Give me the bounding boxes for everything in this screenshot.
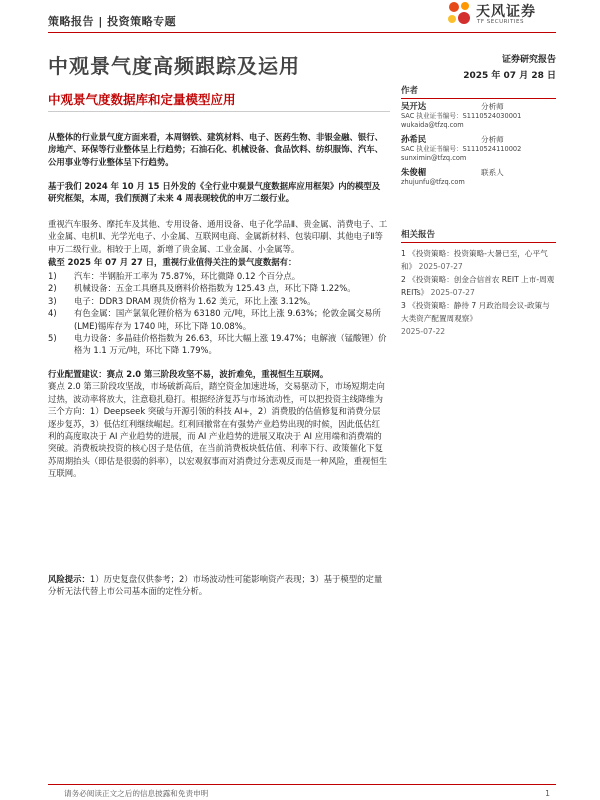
authors-divider	[401, 98, 556, 99]
risk-paragraph	[48, 573, 388, 598]
footer-disclaimer: 请务必阅读正文之后的信息披露和免责申明	[64, 789, 209, 798]
logo-en-text: TF SECURITIES	[477, 19, 524, 25]
logo-mark-icon	[446, 0, 474, 28]
allocation-text: 赛点 2.0 第三阶段攻坚战，市场破新高后，踏空资金加速进场，交易驱动下，市场短期走向过热，波动率将放大，注意稳扎稳打。根据经济复苏与市场流动性，可以把投资主线降维为三个方向：1）Deepseek 突破与开源引领的科技 AI+，2）消费股的估值修复和消费分层逐步复苏，3）低估红利继续崛起。红利回撤常在有强势产业趋势出现的时候，因此低估红利的高度取决于 AI 产业趋势的进展，而 AI 产业趋势的进展又取决于 AI 应用端和消费端的突破。消费板块投资的核心因子是估值，在当前消费板块低估值、利率下行、政策催化下复苏周期抬头（即估是很弱的斜率），以宏观叙事而对消费过分悲观反而是一种风险，重视恒生互联网。	[48, 381, 388, 479]
related-report-title: 3 《投资策略：静待 7 月政治局会议-政策与大类资产配置周观察》	[401, 301, 550, 323]
authors-section	[401, 84, 556, 99]
related-report-item[interactable]	[401, 299, 556, 338]
author-name: 吴开达	[401, 101, 427, 111]
author-card	[401, 166, 556, 192]
related-report-date: 2025-07-27	[430, 288, 475, 297]
summary-paragraph	[48, 131, 388, 168]
list-item: 3) 电子：DDR3 DRAM 现货价格为 1.62 美元，环比上涨 3.12%。	[48, 295, 316, 306]
footer-divider	[48, 784, 556, 785]
list-item: 4) 有色金属：国产氯氧化锂价格为 63180 元/吨，环比上涨 9.63%；伦敦金属交易所(LME)锡库存为 1740 吨，环比下降 10.08%。	[48, 308, 381, 331]
data-list	[48, 270, 388, 357]
data-list-intro-text: 截至 2025 年 07 月 27 日，重视行业值得关注的景气度数据有：	[48, 257, 297, 267]
logo-cn-text: 天风证券	[476, 4, 536, 20]
industries-text: 重视汽车服务、摩托车及其他、专用设备、通用设备、电子化学品Ⅱ、贵金属、消费电子、工业金属、电机Ⅱ、光学光电子、小金属、互联网电商、金属新材料、包装印刷、其他电子Ⅱ等申万二级行业。相较于上周，新增了贵金属、工业金属、小金属等。	[48, 219, 388, 254]
list-item: 5) 电力设备：多晶硅价格指数为 26.63，环比大幅上涨 19.47%；电解液（锰酸锂）价格为 1.1 万元/吨，环比下降 1.79%。	[48, 333, 387, 356]
header-divider	[48, 32, 556, 33]
author-role: 联系人	[481, 168, 504, 177]
related-report-item[interactable]	[401, 273, 556, 299]
author-card	[401, 133, 556, 169]
related-divider	[401, 242, 556, 243]
author-card	[401, 100, 556, 136]
subtitle-divider	[48, 111, 390, 112]
authors-header: 作者	[401, 86, 419, 96]
report-date: 2025 年 07 月 28 日	[463, 71, 556, 81]
related-report-date: 2025-07-27	[418, 262, 463, 271]
related-report-item[interactable]	[401, 247, 556, 273]
author-role: 分析师	[481, 135, 504, 144]
related-report-title: 2 《投资策略：创金合信首农 REIT 上市-周观 REITs》	[401, 275, 555, 297]
allocation-title: 行业配置建议：赛点 2.0 第三阶段攻坚不易，波折难免，重视恒生互联网。	[48, 369, 329, 379]
author-name: 朱俊楣	[401, 167, 427, 177]
list-item: 1) 汽车：半钢胎开工率为 75.87%，环比微降 0.12 个百分点。	[48, 271, 301, 281]
author-email[interactable]: wukaida@tfzq.com	[401, 121, 464, 129]
model-text: 基于我们 2024 年 10 月 15 日外发的《全行业中观景气度数据库应用框架》内的模型及研究框架，本周，我们预测了未来 4 周表现较优的申万二级行业。	[48, 181, 381, 204]
risk-title: 风险提示：	[48, 574, 90, 584]
list-item: 2) 机械设备：五金工具磨具及磨料价格指数为 125.43 点，环比下降 1.22%。	[48, 283, 356, 294]
page-title: 中观景气度高频跟踪及运用	[48, 54, 300, 78]
author-cert: SAC 执业证书编号：S1110524030001	[401, 112, 522, 120]
risk-text: 1）历史复盘仅供参考；2）市场波动性可能影响资产表现；3）基于模型的定量分析无法代替上市公司基本面的定性分析。	[48, 574, 383, 597]
tf-securities-logo	[446, 0, 556, 30]
data-list-intro	[48, 256, 388, 268]
author-name: 孙希民	[401, 134, 427, 144]
model-paragraph	[48, 180, 388, 205]
summary-text: 从整体的行业景气度方面来看，本周钢铁、建筑材料、电子、医药生物、非银金融、银行、房地产、环保等行业整体呈上行趋势；石油石化、机械设备、食品饮料、纺织服饰、汽车、公用事业等行业整体呈下行趋势。	[48, 132, 383, 167]
related-report-date: 2025-07-22	[401, 327, 446, 336]
report-category: 策略报告 | 投资策略专题	[48, 15, 177, 28]
industries-paragraph	[48, 218, 388, 255]
author-role: 分析师	[481, 102, 504, 111]
author-cert: SAC 执业证书编号：S1110524110002	[401, 145, 522, 153]
allocation-paragraph	[48, 368, 388, 480]
report-type: 证券研究报告	[501, 55, 556, 65]
related-section	[401, 228, 556, 338]
related-report-title: 1 《投资策略：投资策略-大暑已至，心平气和》	[401, 249, 548, 271]
author-email[interactable]: sunximin@tfzq.com	[401, 154, 467, 162]
page-number: 1	[545, 789, 550, 798]
page-subtitle: 中观景气度数据库和定量模型应用	[48, 92, 236, 107]
author-email[interactable]: zhujunfu@tfzq.com	[401, 178, 465, 186]
related-header: 相关报告	[401, 230, 436, 240]
